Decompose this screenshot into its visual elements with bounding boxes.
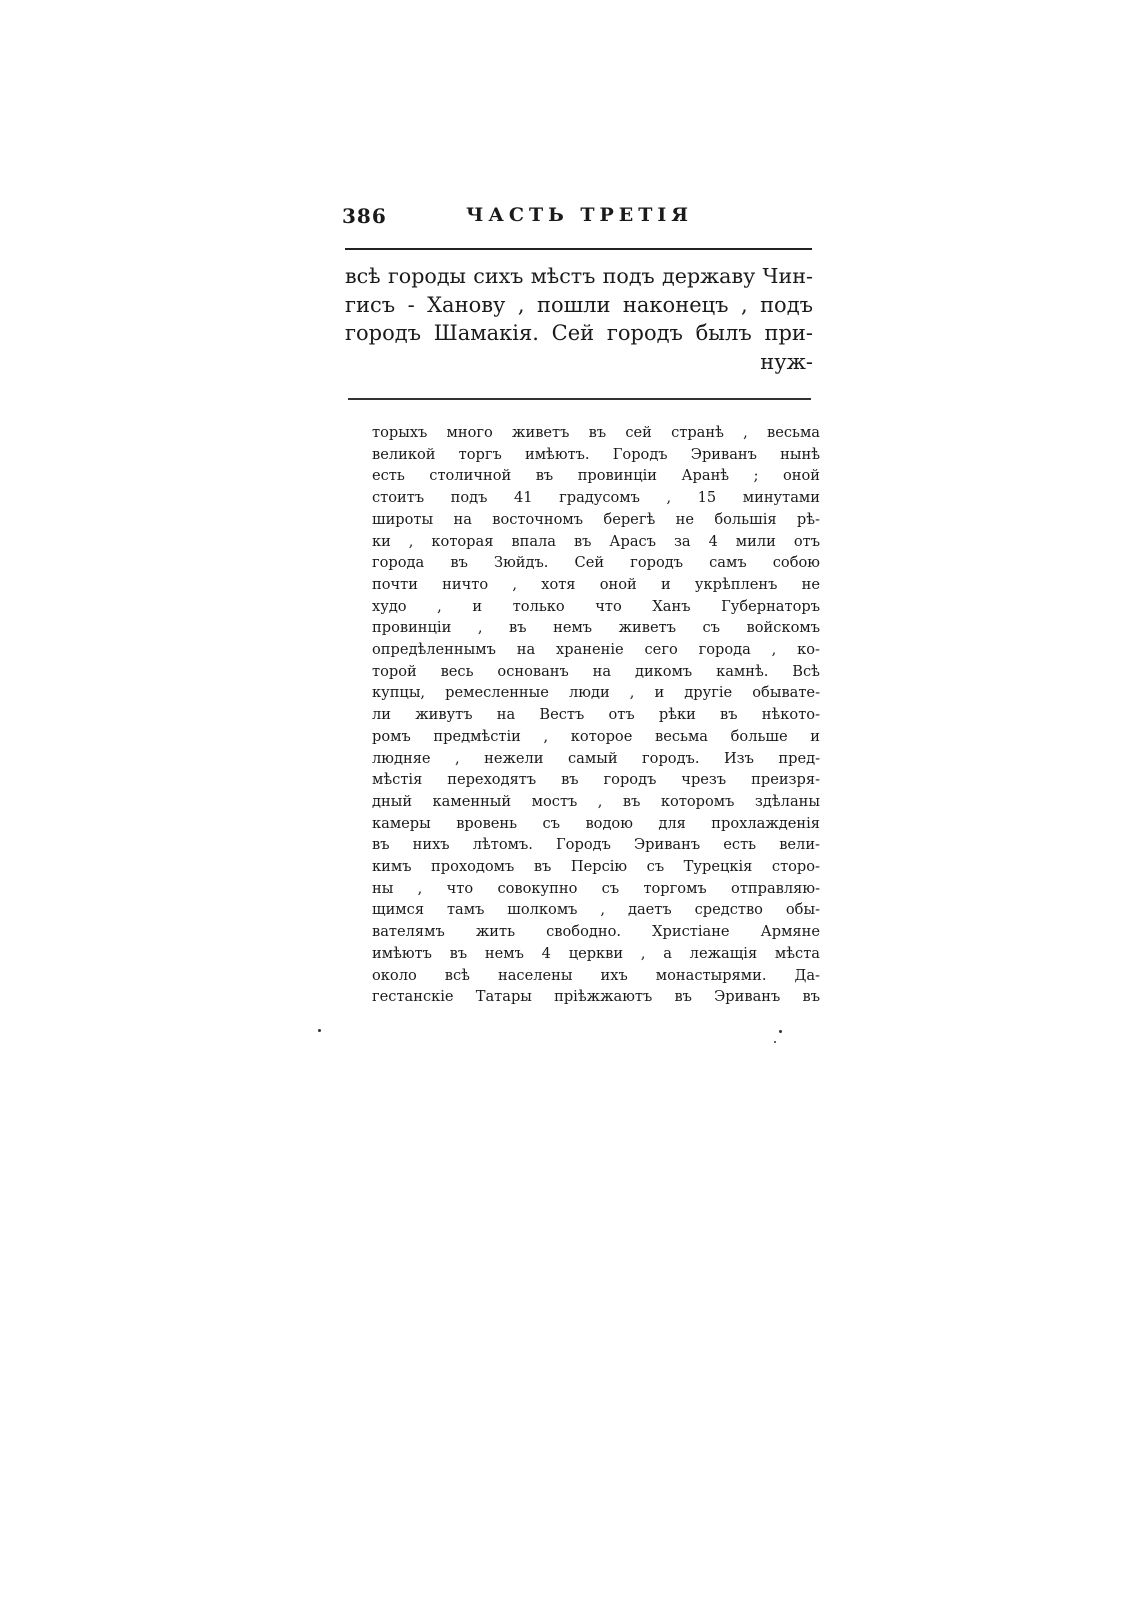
footnote-line: ли живутъ на Вестъ отъ рѣки въ нѣкото-	[372, 706, 820, 724]
ink-speck	[318, 1029, 321, 1032]
footnote-line: великой торгъ имѣютъ. Городъ Эриванъ нынѣ	[372, 445, 820, 463]
footnote-line: торой весь основанъ на дикомъ камнѣ. Всѣ	[372, 662, 820, 680]
footnote-line: худо , и только что Ханъ Губернаторъ	[372, 597, 820, 615]
footnote-line: широты на восточномъ берегѣ не большія рѣ-	[372, 510, 820, 528]
header-rule	[345, 248, 812, 250]
footnote-line: торыхъ много живетъ въ сей странѣ , весьма	[372, 424, 820, 441]
footnote-line: есть столичной въ провинціи Аранѣ ; оной	[372, 467, 820, 485]
ink-speck	[774, 1041, 776, 1043]
footnote-line: купцы, ремесленные люди , и другіе обывате-	[372, 684, 820, 702]
page-header	[342, 204, 812, 234]
main-text-line: городъ Шамакія. Сей городъ былъ при-	[345, 321, 813, 345]
footnote-text	[372, 422, 820, 1008]
footnote-line: ромъ предмѣстіи , которое весьма больше и	[372, 727, 820, 745]
footnote-line: почти ничто , хотя оной и укрѣпленъ не	[372, 575, 820, 593]
footnote-line: камеры вровень съ водою для прохлажденія	[372, 814, 820, 832]
footnote-rule	[348, 398, 811, 400]
footnote-line: около всѣ населены ихъ монастырями. Да-	[372, 966, 820, 984]
footnote-line: провинціи , въ немъ живетъ съ войскомъ	[372, 619, 820, 637]
footnote-line: мѣстія переходятъ въ городъ чрезъ преизря-	[372, 771, 820, 789]
footnote-line: опредѣленнымъ на храненіе сего города , ко-	[372, 641, 820, 659]
footnote-line: людняе , нежели самый городъ. Изъ пред-	[372, 749, 820, 767]
ink-speck	[779, 1030, 782, 1033]
catchword: нуж-	[760, 349, 813, 374]
footnote-line: имѣютъ въ немъ 4 церкви , а лежащія мѣста	[372, 944, 820, 962]
footnote-line: щимся тамъ шолкомъ , даетъ средство обы-	[372, 901, 820, 919]
main-text-line: всѣ городы сихъ мѣстъ подъ державу Чин-	[345, 264, 813, 288]
running-title: ЧАСТЬ ТРЕТІЯ	[466, 204, 694, 226]
footnote-line: въ нихъ лѣтомъ. Городъ Эриванъ есть вели-	[372, 836, 820, 854]
footnote-line: ки , которая впала въ Арасъ за 4 мили отъ	[372, 532, 820, 550]
footnote-line: города въ Зюйдъ. Сей городъ самъ собою	[372, 554, 820, 572]
main-text-line: гисъ - Ханову , пошли наконецъ , подъ	[345, 292, 813, 317]
footnote-line: гестанскіе Татары пріѣжжаютъ въ Эриванъ въ	[372, 988, 820, 1006]
footnote-line: стоитъ подъ 41 градусомъ , 15 минутами	[372, 489, 820, 507]
footnote-line: вателямъ жить свободно. Христіане Армяне	[372, 923, 820, 941]
footnote-line: ны , что совокупно съ торгомъ отправляю-	[372, 879, 820, 897]
main-text	[345, 262, 813, 376]
footnote-line: дный каменный мостъ , въ которомъ здѣланы	[372, 792, 820, 810]
footnote-line: кимъ проходомъ въ Персію съ Турецкія сторо-	[372, 858, 820, 876]
page-number: 386	[342, 204, 387, 228]
